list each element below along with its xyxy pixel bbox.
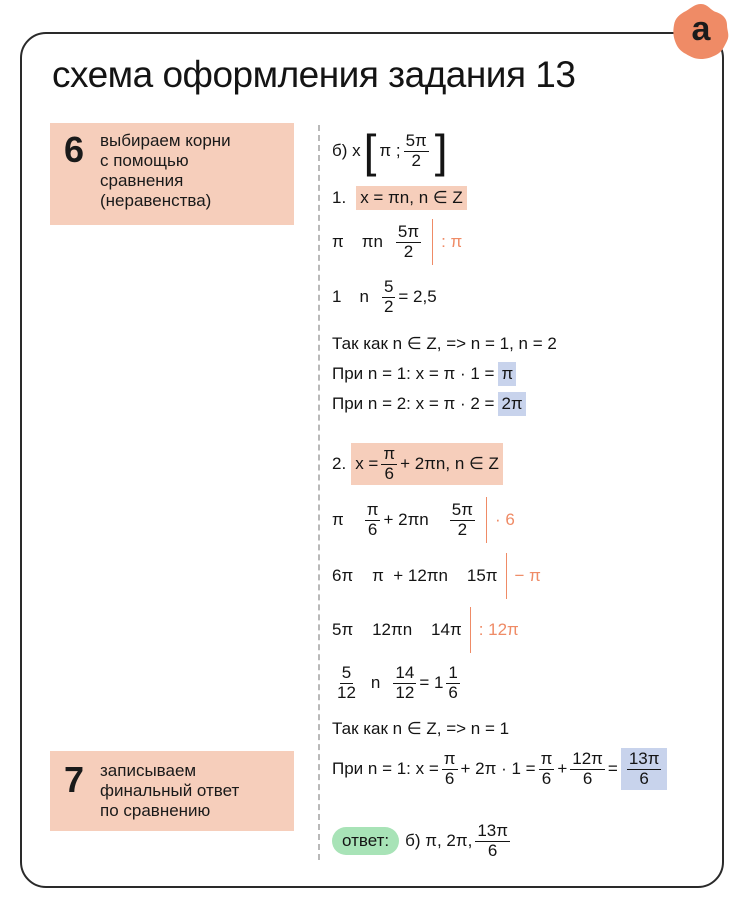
term: π [332,232,344,251]
step-6-box [50,123,294,225]
root-result: π [498,362,516,386]
case-2-final [332,748,667,790]
term: + [557,759,568,779]
fraction: $\frac{13\pi}{6}$ [477,821,508,860]
case-1-since: Так как n ∈ Z, => n = 1, n = 2 [332,334,557,353]
answer-row [332,822,513,860]
answer-label: ответ: [332,827,399,855]
column-divider [318,125,320,860]
left-bracket: [ [363,125,377,177]
case-2-inequality-4 [332,664,463,702]
fraction: $\frac{12\pi}{6}$ [572,749,603,788]
term: π [332,510,344,529]
substitution: При n = 2: x = π · 2 = [332,394,495,413]
operation-note: : π [432,219,462,265]
fraction: $\frac{5}{2}$ [383,277,394,316]
operation-note: − π [506,553,541,599]
fraction: $\frac{\pi}{6}$ [540,749,553,788]
inequality-text: 5π 12πn 14π [332,620,462,639]
case-number: 1. [332,188,347,207]
fraction: $\frac{1}{6}$ [448,663,458,702]
step-line: по сравнению [100,801,211,820]
part-label: б) x [332,141,361,160]
fraction: $\frac{5\pi}{2}$ [397,221,420,261]
fraction: $\frac{\pi}{6}$ [366,499,379,539]
substitution: При n = 1: x = π · 1 = [332,364,495,383]
step-line: выбираем корни [100,131,231,150]
operation-note: : 12π [470,607,519,653]
case-2-since: Так как n ∈ Z, => n = 1 [332,719,510,738]
case-formula: x = πn, n ∈ Z [356,186,467,210]
term: n [359,287,369,307]
case-1-n1 [332,362,516,386]
case-number: 2. [332,454,347,474]
case-2-inequality-1 [332,497,515,543]
inequality-text: 6π π + 12πn 15π [332,566,498,585]
operation-note: · 6 [486,497,515,543]
interval-start: π ; [379,141,401,160]
term: = [607,759,618,779]
fraction: $\frac{\pi}{6}$ [443,749,456,788]
case-1-n2 [332,392,526,416]
term: 1 [332,287,342,307]
case-2-inequality-2 [332,553,541,599]
case-2-inequality-3 [332,607,519,653]
interval-row [332,125,451,177]
term: + 2πn [383,510,429,529]
badge-letter: а [691,10,711,48]
step-description [100,761,239,821]
case-1-inequality [332,219,462,265]
case-1-header [332,186,467,210]
step-line: финальный ответ [100,781,240,800]
step-number: 7 [64,759,85,800]
step-number: 6 [64,129,85,170]
page-title: схема оформления задания 13 [52,54,576,95]
answer-text: б) π, 2π, [405,831,473,851]
term: = 2,5 [398,287,437,307]
term: При n = 1: x = [332,759,439,779]
step-7-box [50,751,294,831]
step-line: (неравенства) [100,191,212,210]
fraction: $\frac{5\pi}{2}$ [451,499,473,539]
term: = 1 [419,673,444,693]
step-description [100,131,231,211]
fraction: $\frac{5\pi}{2}$ [405,130,427,170]
step-line: с помощью [100,151,189,170]
root-result: 2π [498,392,525,416]
right-bracket: ] [434,125,448,177]
case-1-inequality-2 [332,278,437,316]
step-line: записываем [100,761,197,780]
term: πn [361,232,383,251]
case-formula: x = $\frac{\pi}{6}$ + 2πn, n ∈ Z [351,443,503,485]
fraction: $\frac{14}{12}$ [395,663,415,702]
step-line: сравнения [100,171,184,190]
term: + 2π · 1 = [460,759,536,779]
root-result: $\frac{13\pi}{6}$ [621,748,668,790]
fraction: $\frac{5}{12}$ [337,663,356,702]
case-2-header [332,443,503,485]
term: n [370,673,381,693]
